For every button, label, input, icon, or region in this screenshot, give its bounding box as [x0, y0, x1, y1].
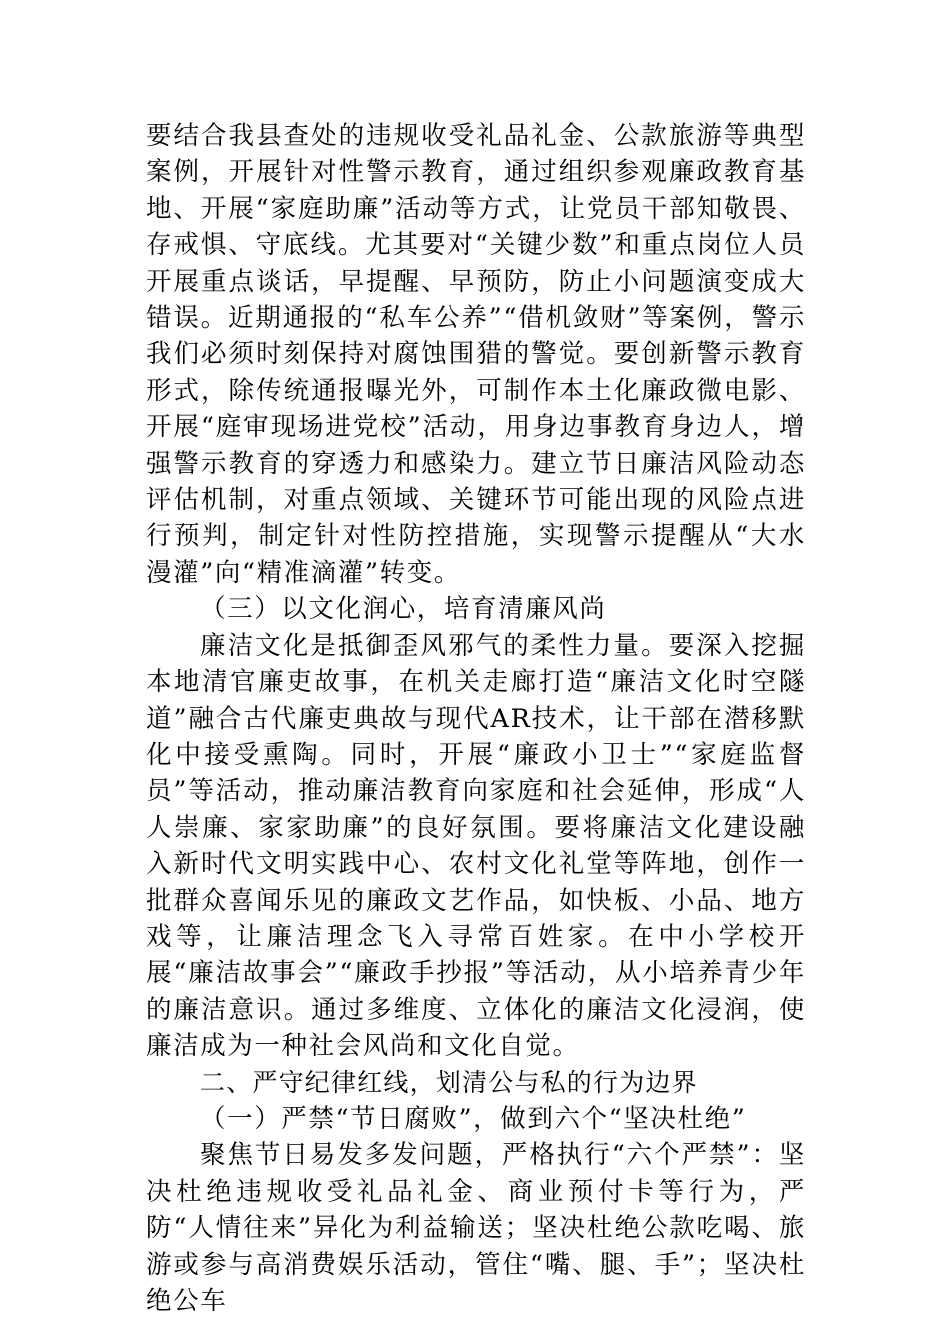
section-subheading: （一）严禁“节日腐败”，做到六个“坚决杜绝”: [200, 1103, 747, 1134]
document-page: [146, 118, 806, 1319]
section-subheading: （三）以文化润心，培育清廉风尚: [200, 594, 607, 625]
body-paragraph: 要结合我县查处的违规收受礼品礼金、公款旅游等典型案例，开展针对性警示教育，通过组织参观廉政教育基地、开展“家庭助廉”活动等方式，让党员干部知敬畏、存戒惧、守底线。尤其要对“关键少数”和重点岗位人员开展重点谈话，早提醒、早预防，防止小问题演变成大错误。近期通报的“私车公养”“借机敛财”等案例，警示我们必须时刻保持对腐蚀围猎的警觉。要创新警示教育形式，除传统通报曝光外，可制作本土化廉政微电影、开展“庭审现场进党校”活动，用身边事教育身边人，增强警示教育的穿透力和感染力。建立节日廉洁风险动态评估机制，对重点领域、关键环节可能出现的风险点进行预判，制定针对性防控措施，实现警示提醒从“大水漫灌”向“精准滴灌”转变。: [146, 121, 806, 588]
body-paragraph: 廉洁文化是抵御歪风邪气的柔性力量。要深入挖掘本地清官廉吏故事，在机关走廊打造“廉洁文化时空隧道”融合古代廉吏典故与现代AR技术，让干部在潜移默化中接受熏陶。同时，开展“廉政小卫士”“家庭监督员”等活动，推动廉洁教育向家庭和社会延伸，形成“人人崇廉、家家助廉”的良好氛围。要将廉洁文化建设融入新时代文明实践中心、农村文化礼堂等阵地，创作一批群众喜闻乐见的廉政文艺作品，如快板、小品、地方戏等，让廉洁理念飞入寻常百姓家。在中小学校开展“廉洁故事会”“廉政手抄报”等活动，从小培养青少年的廉洁意识。通过多维度、立体化的廉洁文化浸润，使廉洁成为一种社会风尚和文化自觉。: [146, 630, 806, 1062]
body-paragraph: 聚焦节日易发多发问题，严格执行“六个严禁”：坚决杜绝违规收受礼品礼金、商业预付卡等行为，严防“人情往来”异化为利益输送；坚决杜绝公款吃喝、旅游或参与高消费娱乐活动，管住“嘴、腿、手”；坚决杜绝公车: [146, 1140, 806, 1316]
section-heading: 二、严守纪律红线，划清公与私的行为边界: [200, 1067, 698, 1097]
